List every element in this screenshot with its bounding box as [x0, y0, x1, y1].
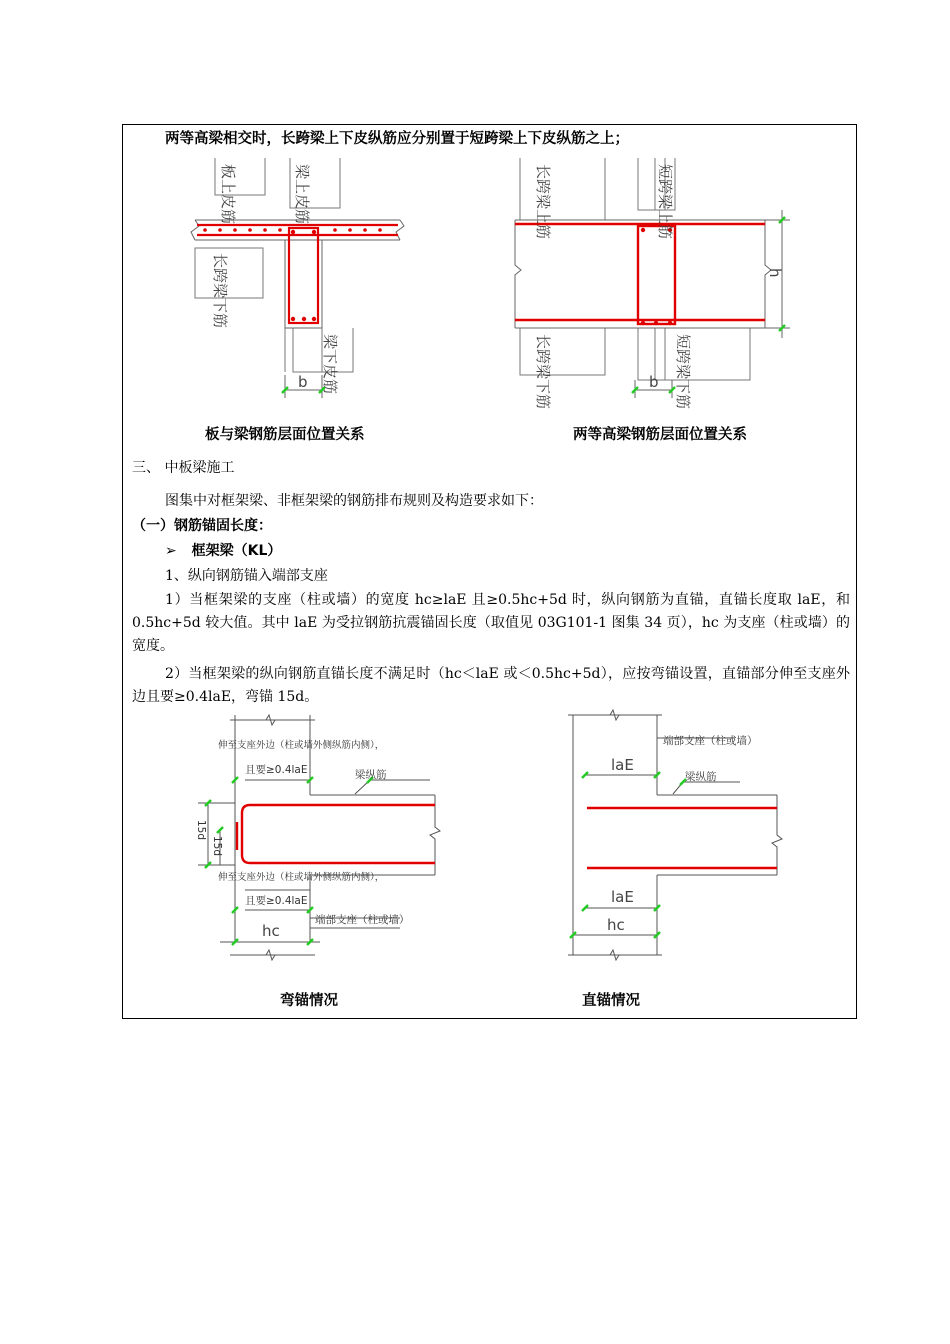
dim-h: h [766, 268, 784, 278]
para-2: 2）当框架梁的纵向钢筋直锚长度不满足时（hc＜laE 或＜0.5hc+5d），应按弯锚设置，直锚部分伸至支座外边且要≥0.4laE，弯锚 15d。 [132, 666, 850, 705]
caption-slab-beam: 板与梁钢筋层面位置关系 [205, 427, 365, 443]
straight-anchor-diagram [565, 710, 795, 965]
dim-b: b [298, 373, 308, 391]
label-long-top: 长跨梁上筋 [534, 164, 552, 240]
dim-15d-b: 15d [211, 836, 223, 857]
note-top-1: 伸至支座外边（柱或墙外侧纵筋内侧）， [218, 740, 385, 751]
bullet-mark: ➢ [165, 543, 177, 559]
label-beam-bar: 梁纵筋 [685, 771, 717, 783]
bullet-text: 框架梁（KL） [191, 543, 282, 559]
label-long-bottom: 长跨梁下筋 [211, 253, 229, 329]
section-heading: 三、 中板梁施工 [132, 460, 235, 476]
dim-hc: hc [262, 922, 280, 940]
intro-line: 两等高梁相交时，长跨梁上下皮纵筋应分别置于短跨梁上下皮纵筋之上； [165, 131, 629, 147]
label-beam-top: 梁上皮筋 [293, 164, 311, 225]
para-1: 1）当框架梁的支座（柱或墙）的宽度 hc≥laE 且≥0.5hc+5d 时，纵向钢筋为直锚，直锚长度取 laE，和 0.5hc+5d 较大值。其中 laE 为受拉钢筋抗震锚固长度（取值见 03G101-1 图集 34 页），hc 为支座（柱或墙）的宽度。 [132, 592, 850, 654]
caption-straight-anchor: 直锚情况 [582, 993, 640, 1009]
slab-beam-diagram [185, 150, 415, 405]
bullet-item [165, 540, 281, 562]
para-intro: 图集中对框架梁、非框架梁的钢筋排布规则及构造要求如下： [165, 493, 543, 509]
label-beam-bar: 梁纵筋 [355, 769, 387, 781]
note-bot-1: 伸至支座外边（柱或墙外侧纵筋内侧）， [218, 872, 385, 883]
dim-lae-bot: laE [611, 888, 634, 906]
subheading: （一）钢筋锚固长度： [132, 518, 272, 534]
dim-15d-a: 15d [195, 820, 207, 841]
caption-equal-beams: 两等高梁钢筋层面位置关系 [573, 427, 747, 443]
dim-b: b [649, 373, 659, 391]
label-short-bottom: 短跨梁下筋 [674, 334, 692, 410]
note-top-2: 且要≥0.4laE [245, 764, 308, 776]
label-slab-top: 板上皮筋 [219, 164, 237, 225]
equal-beams-diagram [510, 150, 800, 410]
label-short-top: 短跨梁上筋 [656, 164, 674, 240]
dim-lae-top: laE [611, 756, 634, 774]
bent-anchor-diagram [190, 710, 450, 965]
dim-hc: hc [607, 916, 625, 934]
caption-bent-anchor: 弯锚情况 [280, 993, 338, 1009]
item-1: 1、纵向钢筋锚入端部支座 [165, 568, 328, 584]
label-beam-bottom: 梁下皮筋 [321, 334, 339, 395]
label-long-bottom: 长跨梁下筋 [534, 334, 552, 410]
label-support: 端部支座（柱或墙） [315, 914, 410, 926]
note-bot-2: 且要≥0.4laE [245, 895, 308, 907]
label-support: 端部支座（柱或墙） [663, 735, 758, 747]
